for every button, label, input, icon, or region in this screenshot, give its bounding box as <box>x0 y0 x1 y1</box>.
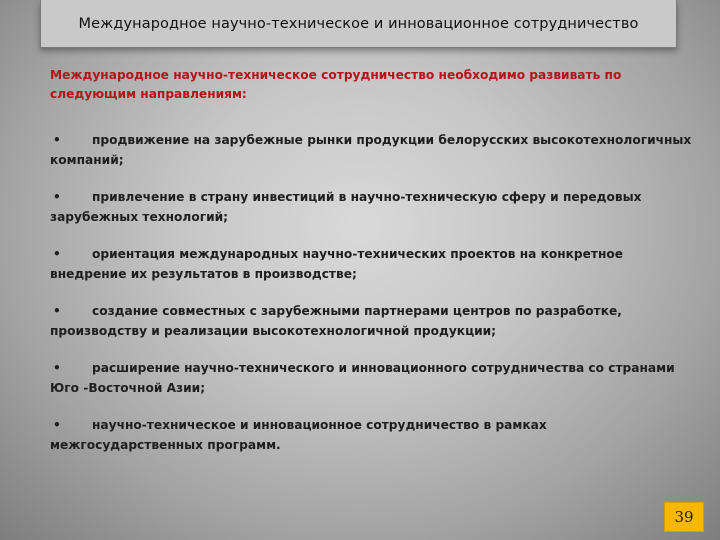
slide-title-bar <box>40 0 677 48</box>
bullet-icon: • <box>53 133 61 147</box>
list-item-text: ориентация международных научно-технических проектов на конкретное внедрение их результатов в производстве; <box>50 247 624 281</box>
list-item-text: создание совместных с зарубежными партнерами центров по разработке, производству и реализации высокотехнологичной продукции; <box>50 304 622 338</box>
list-item <box>50 358 698 398</box>
slide-title: Международное научно-техническое и инновационное сотрудничество <box>78 15 639 32</box>
intro-text: Международное научно-техническое сотрудничество необходимо развивать по следующим направлениям: <box>50 68 622 101</box>
list-item <box>50 244 698 284</box>
bullet-icon: • <box>53 247 61 261</box>
list-item-text: продвижение на зарубежные рынки продукции белорусских высокотехнологичных компаний; <box>50 133 692 167</box>
list-item-text: привлечение в страну инвестиций в научно-техническую сферу и передовых зарубежных технологий; <box>50 190 642 224</box>
bullet-list <box>50 130 698 455</box>
list-item-text: научно-техническое и инновационное сотрудничество в рамках межгосударственных программ. <box>50 418 547 452</box>
bullet-icon: • <box>53 190 61 204</box>
bullet-icon: • <box>53 304 61 318</box>
bullet-icon: • <box>53 361 61 375</box>
list-item <box>50 301 698 341</box>
list-item <box>50 187 698 227</box>
list-item <box>50 415 698 455</box>
page-number-badge: 39 <box>664 502 704 532</box>
list-item-text: расширение научно-технического и инновационного сотрудничества со странами Юго -Восточной Азии; <box>50 361 675 395</box>
list-item <box>50 130 698 170</box>
bullet-icon: • <box>53 418 61 432</box>
slide-content <box>50 66 698 472</box>
